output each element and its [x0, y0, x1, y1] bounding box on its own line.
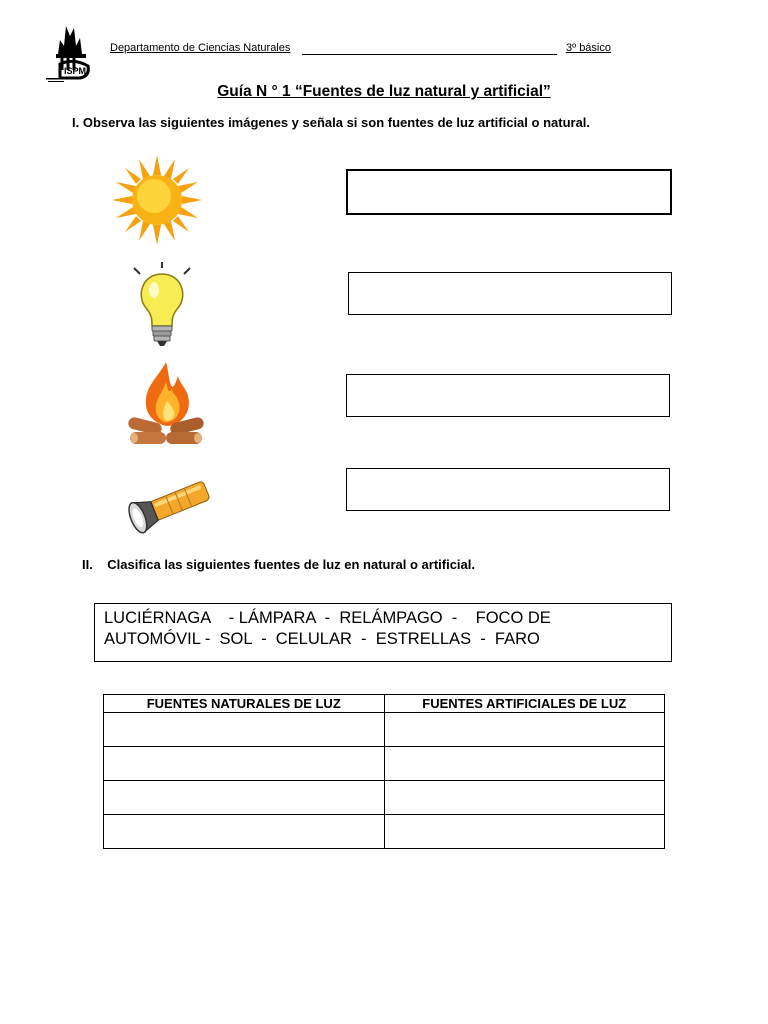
page-title: Guía N ° 1 “Fuentes de luz natural y artificial” — [217, 83, 551, 100]
artificial-cell[interactable] — [384, 815, 665, 849]
campfire-icon — [122, 360, 212, 450]
table-row — [104, 747, 665, 781]
answer-box-light-bulb[interactable] — [348, 272, 672, 315]
section2-instruction: II. Clasifica las siguientes fuentes de luz en natural o artificial. — [82, 557, 476, 572]
svg-text:lSPM: lSPM — [64, 66, 87, 76]
natural-cell[interactable] — [104, 713, 385, 747]
word-bank-line-1: LUCIÉRNAGA - LÁMPARA - RELÁMPAGO - FOCO DE — [104, 609, 551, 627]
table-row — [104, 713, 665, 747]
artificial-cell[interactable] — [384, 747, 665, 781]
header-natural-sources: FUENTES NATURALES DE LUZ — [104, 695, 385, 713]
section1-instruction: I. Observa las siguientes imágenes y señala si son fuentes de luz artificial o natural. — [72, 115, 591, 130]
table-header-row — [104, 695, 665, 713]
artificial-cell[interactable] — [384, 781, 665, 815]
word-bank-line-2: AUTOMÓVIL - SOL - CELULAR - ESTRELLAS - FARO — [104, 630, 540, 648]
answer-box-sun[interactable] — [346, 169, 672, 215]
classification-table — [103, 694, 665, 849]
natural-cell[interactable] — [104, 815, 385, 849]
flashlight-icon — [122, 462, 212, 552]
department-label: Departamento de Ciencias Naturales — [110, 42, 291, 54]
word-bank — [94, 603, 672, 662]
header-artificial-sources: FUENTES ARTIFICIALES DE LUZ — [384, 695, 665, 713]
header-blank-line — [302, 54, 557, 55]
grade-label: 3º básico — [566, 42, 611, 54]
table-row — [104, 781, 665, 815]
light-bulb-icon — [118, 262, 208, 352]
artificial-cell[interactable] — [384, 713, 665, 747]
natural-cell[interactable] — [104, 747, 385, 781]
sun-icon — [112, 155, 202, 245]
table-row — [104, 815, 665, 849]
natural-cell[interactable] — [104, 781, 385, 815]
answer-box-flashlight[interactable] — [346, 468, 670, 511]
answer-box-campfire[interactable] — [346, 374, 670, 417]
school-logo — [44, 24, 96, 84]
